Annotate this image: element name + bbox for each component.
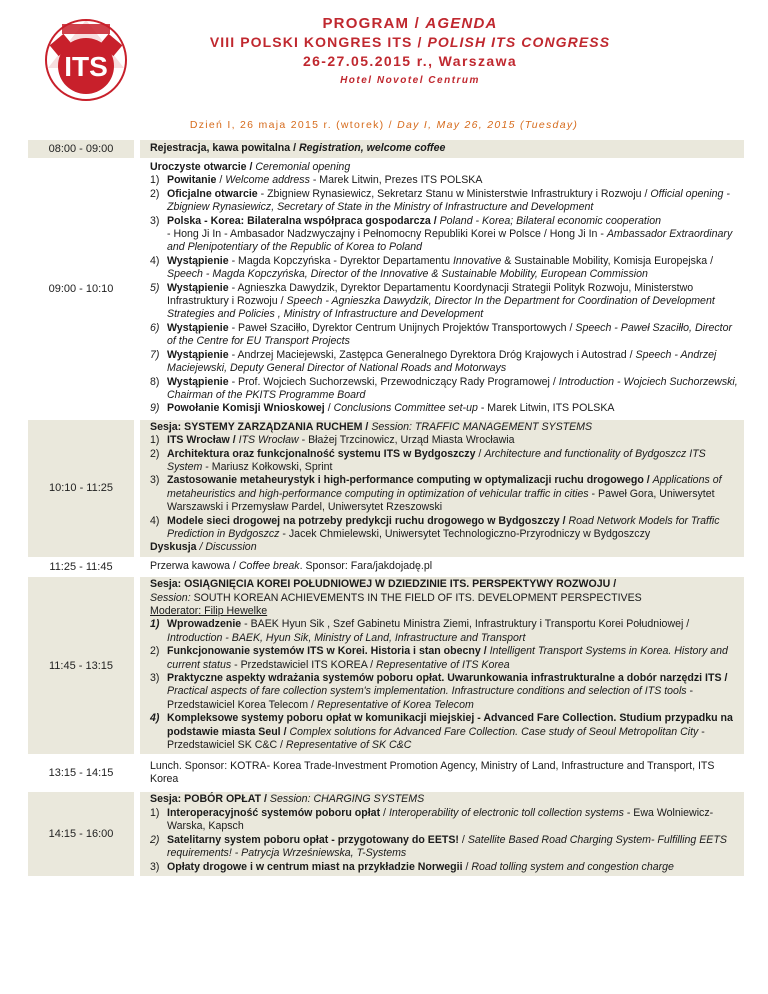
list-item [150, 861, 738, 874]
day-heading-en: Day I, May 26, 2015 (Tuesday) [397, 119, 579, 131]
session-cell [137, 558, 744, 576]
text-fragment: Official opening - Zbigniew Rynasiewicz, Secretary of State in the Ministry of Infrastructure and Development [167, 187, 730, 214]
text-fragment: Representative of Korea Telecom [316, 698, 474, 711]
list-item [150, 322, 738, 349]
text-fragment: Speech - Andrzej Maciejewski, Deputy General Director of National Roads and Motorways [167, 348, 717, 375]
text-fragment: - Mariusz Kołkowski, Sprint [202, 460, 333, 473]
text-fragment: Session: TRAFFIC MANAGEMENT SYSTEMS [371, 420, 593, 433]
text-fragment: / Discussion [196, 541, 257, 554]
session-title [150, 161, 738, 174]
header-program [150, 14, 670, 33]
text-fragment: Road Network Models for Traffic Prediction in Bydgoszcz [167, 514, 720, 540]
agenda-row-lunch [28, 755, 744, 791]
text-fragment: SOUTH KOREAN ACHIEVEMENTS IN THE FIELD OF ITS. DEVELOPMENT PERSPECTIVES [190, 591, 642, 604]
text-fragment: Representative of SK C&C [285, 739, 412, 752]
list-item [150, 712, 738, 752]
registration-en: Registration, welcome coffee [298, 141, 446, 154]
text-fragment: Intelligent Transport Systems in Korea. History and current status [167, 645, 728, 671]
text-fragment: Wystąpienie [167, 321, 229, 334]
time-cell: 08:00 - 09:00 [28, 139, 137, 159]
text-fragment: Welcome address [225, 174, 310, 187]
text-fragment: Wystąpienie [167, 254, 229, 267]
text-fragment: / [475, 447, 485, 460]
text-fragment: 4) [150, 514, 160, 527]
text-fragment: / [458, 833, 468, 846]
text-fragment: : CHARGING SYSTEMS [307, 793, 425, 806]
text-fragment: 2) [150, 833, 160, 846]
congress-logo [18, 8, 158, 108]
text-fragment: 2) [150, 187, 160, 200]
list-item [150, 672, 738, 712]
text-fragment: - Magda Kopczyńska - Dyrektor Departamentu [228, 254, 453, 267]
text-fragment: Speech - Magda Kopczyńska, Director of the Innovative & Sustainable Mobility, European Commission [167, 268, 648, 281]
text-fragment: - Zbigniew Rynasiewicz, Sekretarz Stanu w Ministerstwie Infrastruktury i Rozwoju / [257, 187, 651, 200]
header-program-pl: PROGRAM / [322, 15, 426, 32]
session-subtitle [150, 592, 738, 605]
agenda-row-opening [28, 159, 744, 419]
text-fragment: - Paweł Gora, Uniwersytet Warszawski i Przemysław Pardel, Uniwersytet Rzeszowski [167, 487, 715, 514]
text-fragment: 3) [150, 860, 160, 873]
text-fragment: Sesja: SYSTEMY ZARZĄDZANIA RUCHEM / [150, 420, 372, 433]
text-fragment: 4) [150, 712, 160, 725]
text-fragment: Conclusions Committee set-up [333, 402, 478, 415]
agenda-row-charging-session [28, 791, 744, 875]
text-fragment: Modele sieci drogowej na potrzeby predykcji ruchu drogowego w Bydgoszczy / [167, 514, 569, 527]
text-fragment: ITS Wrocław / [167, 434, 239, 447]
text-fragment: Session: [150, 591, 191, 604]
text-fragment: Speech - Paweł Szaciłło, Director of the Centre for EU Transport Projects [167, 321, 733, 348]
text-fragment: 1) [150, 174, 160, 187]
logo-its-text: ITS [64, 51, 108, 82]
text-fragment: Representative of ITS Korea [376, 658, 510, 671]
text-fragment: Session [269, 793, 308, 806]
list-item [150, 255, 738, 282]
text-fragment: Speech - Agnieszka Dawydzik, Director In the Department for Coordination of Development Strategies and Policies , Ministry of Infrastructure and Development [167, 295, 715, 321]
text-fragment: Interoperacyjność systemów poboru opłat [167, 806, 381, 819]
text-fragment: 7) [150, 348, 160, 361]
list-item [150, 474, 738, 514]
session-cell [137, 139, 744, 159]
agenda-row-korea-session [28, 576, 744, 755]
text-fragment: & Sustainable Mobility, Komisja Europejska / [501, 254, 714, 267]
text-fragment: - Przedstawiciel SK C&C / [167, 725, 705, 752]
text-fragment: 1) [150, 434, 160, 447]
text-fragment: Ceremonial opening [255, 161, 351, 173]
list-item [150, 188, 738, 215]
text-fragment: - Przedstawiciel Korea Telecom / [167, 685, 694, 711]
session-title [150, 421, 738, 434]
text-fragment: 8) [150, 375, 160, 388]
text-fragment: 6) [150, 321, 160, 334]
text-fragment: Praktyczne aspekty wdrażania systemów poboru opłat. Uwarunkowania infrastrukturalne a dobór narzędzi ITS / [167, 672, 728, 685]
time-cell: 14:15 - 16:00 [28, 791, 137, 875]
session-cell [137, 791, 744, 875]
header-date-place: 26-27.05.2015 r., Warszawa [302, 53, 518, 69]
text-fragment: - Hong Ji In - Ambasador Nadzwyczajny i Pełnomocny Republiki Korei w Polsce / Hong Ji In - [167, 228, 607, 241]
text-fragment: 2) [150, 645, 160, 658]
agenda-row-traffic-session [28, 419, 744, 558]
text-fragment: 9) [150, 402, 160, 415]
list-item [150, 807, 738, 834]
list-item [150, 834, 738, 861]
text-fragment: ITS Wrocław [238, 434, 299, 447]
list-item [150, 282, 738, 322]
text-fragment: Introduction - Wojciech Suchorzewski, Chairman of the PKITS Programme Board [167, 375, 738, 401]
list-item [150, 376, 738, 403]
text-fragment: 1) [150, 806, 160, 819]
text-fragment: Zastosowanie metaheurystyk i high-performance computing w optymalizacji ruchu drogowego / [167, 474, 653, 487]
moderator: Moderator: Filip Hewelke [150, 605, 268, 617]
text-fragment: / [324, 402, 334, 415]
text-fragment: / [380, 806, 389, 819]
text-fragment: Powołanie Komisji Wnioskowej [167, 402, 325, 415]
list-item [150, 645, 738, 672]
text-fragment: 1) [150, 618, 160, 631]
text-fragment: 2) [150, 447, 160, 460]
time-cell: 11:25 - 11:45 [28, 558, 137, 576]
list-item [150, 618, 738, 645]
text-fragment: - Jacek Chmielewski, Uniwersytet Technologiczno-Przyrodniczy w Bydgoszczy [279, 527, 651, 540]
text-fragment: - Marek Litwin, Prezes ITS POLSKA [309, 174, 483, 187]
text-fragment: - Ewa Wolniewicz-Warska, Kapsch [167, 806, 714, 833]
text-fragment: Wystąpienie [167, 281, 229, 294]
agenda-table [28, 138, 744, 876]
agenda-row-registration [28, 139, 744, 159]
text-fragment: - Marek Litwin, ITS POLSKA [477, 402, 615, 415]
text-fragment: Wystąpienie [167, 348, 229, 361]
text-fragment: - BAEK Hyun Sik , Szef Gabinetu Ministra Ziemi, Infrastruktury i Transportu Korei Południowej / [241, 618, 690, 631]
session-cell [137, 159, 744, 419]
text-fragment: Polska - Korea: Bilateralna współpraca gospodarcza / [167, 214, 440, 227]
text-fragment: Practical aspects of fare collection system's implementation. Infrastructure conditions and selection of ITS tools [167, 685, 687, 698]
text-fragment: Uroczyste otwarcie / [150, 161, 256, 173]
text-fragment: 3) [150, 474, 160, 487]
text-fragment: Przerwa kawowa / [150, 559, 239, 572]
list-item [150, 349, 738, 376]
text-fragment: / [462, 860, 472, 873]
header-congress-en: POLISH ITS CONGRESS [427, 34, 611, 50]
text-fragment: Satelitarny system poboru opłat - przygotowany do EETS! [167, 833, 459, 846]
list-item [150, 448, 738, 475]
text-fragment: Coffee break [238, 559, 300, 572]
text-fragment: - Paweł Szaciłło, Dyrektor Centrum Unijnych Projektów Transportowych / [228, 321, 576, 334]
text-fragment: 5) [150, 281, 160, 294]
session-cell: Lunch. Sponsor: KOTRA- Korea Trade-Investment Promotion Agency, Ministry of Land, Infrastructure and Transport, ITS Korea [137, 755, 744, 791]
text-fragment: / [216, 174, 226, 187]
text-fragment: - Andrzej Maciejewski, Zastępca Generalnego Dyrektora Dróg Krajowych i Autostrad / [228, 348, 636, 361]
text-fragment: Funkcjonowanie systemów ITS w Korei. Historia i stan obecny / [167, 645, 490, 658]
text-fragment: Architecture and functionality of Bydgoszcz ITS System [167, 447, 706, 473]
text-fragment: Sesja: OSIĄGNIĘCIA KOREI POŁUDNIOWEJ W DZIEDZINIE ITS. PERSPEKTYWY ROZWOJU / [150, 578, 617, 591]
text-fragment: Satellite Based Road Charging System- Fulfilling EETS requirements! - Patrycja Wrześniewska, T-Systems [167, 833, 727, 860]
text-fragment: Ambassador Extraordinary and Plenipotentiary of the Republic of Korea to Poland [167, 228, 733, 254]
agenda-row-coffee [28, 558, 744, 576]
text-fragment: - Błażej Trzcinowicz, Urząd Miasta Wrocławia [298, 434, 515, 447]
text-fragment: Interoperability of electronic toll collection systems [388, 806, 624, 819]
session-title [150, 793, 738, 806]
text-fragment: 4) [150, 254, 160, 267]
day-heading-pl: Dzień I, 26 maja 2015 r. (wtorek) / [189, 119, 398, 131]
session-cell [137, 419, 744, 558]
text-fragment: Poland - Korea; Bilateral economic cooperation [439, 214, 662, 227]
text-fragment: - Agnieszka Dawydzik, Dyrektor Departamentu Koordynacji Strategii Polityk Rozwoju, Ministerstwo Infrastruktury i Rozwoju / [167, 281, 694, 308]
text-fragment: 3) [150, 214, 160, 227]
text-fragment: Kompleksowe systemy poboru opłat w komunikacji miejskiej - Advanced Fare Collection. Studium przypadku na podstawie miasta Seul / [167, 712, 733, 738]
text-fragment: Opłaty drogowe i w centrum miast na przykładzie Norwegii [167, 860, 463, 873]
list-item [150, 174, 738, 187]
page-header [150, 14, 670, 89]
text-fragment: Wprowadzenie [167, 618, 242, 631]
text-fragment: 3) [150, 672, 160, 685]
session-cell [137, 576, 744, 755]
text-fragment: Wystąpienie [167, 375, 229, 388]
list-item [150, 215, 738, 255]
text-fragment: Complex solutions for Advanced Fare Collection. Case study of Seoul Metropolitan City [289, 725, 699, 738]
header-program-en: AGENDA [425, 15, 498, 32]
text-fragment: Introduction - BAEK, Hyun Sik, Ministry of Land, Infrastructure and Transport [167, 631, 526, 644]
time-cell: 09:00 - 10:10 [28, 159, 137, 419]
text-fragment: Applications of metaheuristics and high-performance computing in optimization of vehicular traffic in cities [167, 474, 722, 500]
registration-pl: Rejestracja, kawa powitalna / [150, 141, 299, 154]
text-fragment: Sesja: POBÓR OPŁAT / [150, 793, 270, 806]
header-congress [150, 33, 670, 52]
text-fragment: - Przedstawiciel ITS KOREA / [231, 658, 377, 671]
header-congress-pl: VIII POLSKI KONGRES ITS / [209, 34, 428, 50]
text-fragment: - Prof. Wojciech Suchorzewski, Przewodniczący Rady Programowej / [228, 375, 559, 388]
list-item [150, 434, 738, 447]
discussion [150, 541, 738, 554]
time-cell: 13:15 - 14:15 [28, 755, 137, 791]
text-fragment: Road tolling system and congestion charge [471, 860, 674, 873]
time-cell: 10:10 - 11:25 [28, 419, 137, 558]
text-fragment: Architektura oraz funkcjonalność systemu ITS w Bydgoszczy [167, 447, 476, 460]
time-cell: 11:45 - 13:15 [28, 576, 137, 755]
text-fragment: Oficjalne otwarcie [167, 187, 258, 200]
header-venue: Hotel Novotel Centrum [340, 75, 480, 86]
text-fragment: Dyskusja [150, 541, 197, 554]
list-item [150, 402, 738, 415]
text-fragment: Powitanie [167, 174, 217, 187]
day-heading [0, 119, 768, 131]
list-item [150, 515, 738, 542]
text-fragment: Innovative [452, 254, 502, 267]
session-title [150, 578, 738, 591]
text-fragment: . Sponsor: Fara/jakdojadę.pl [299, 559, 433, 572]
